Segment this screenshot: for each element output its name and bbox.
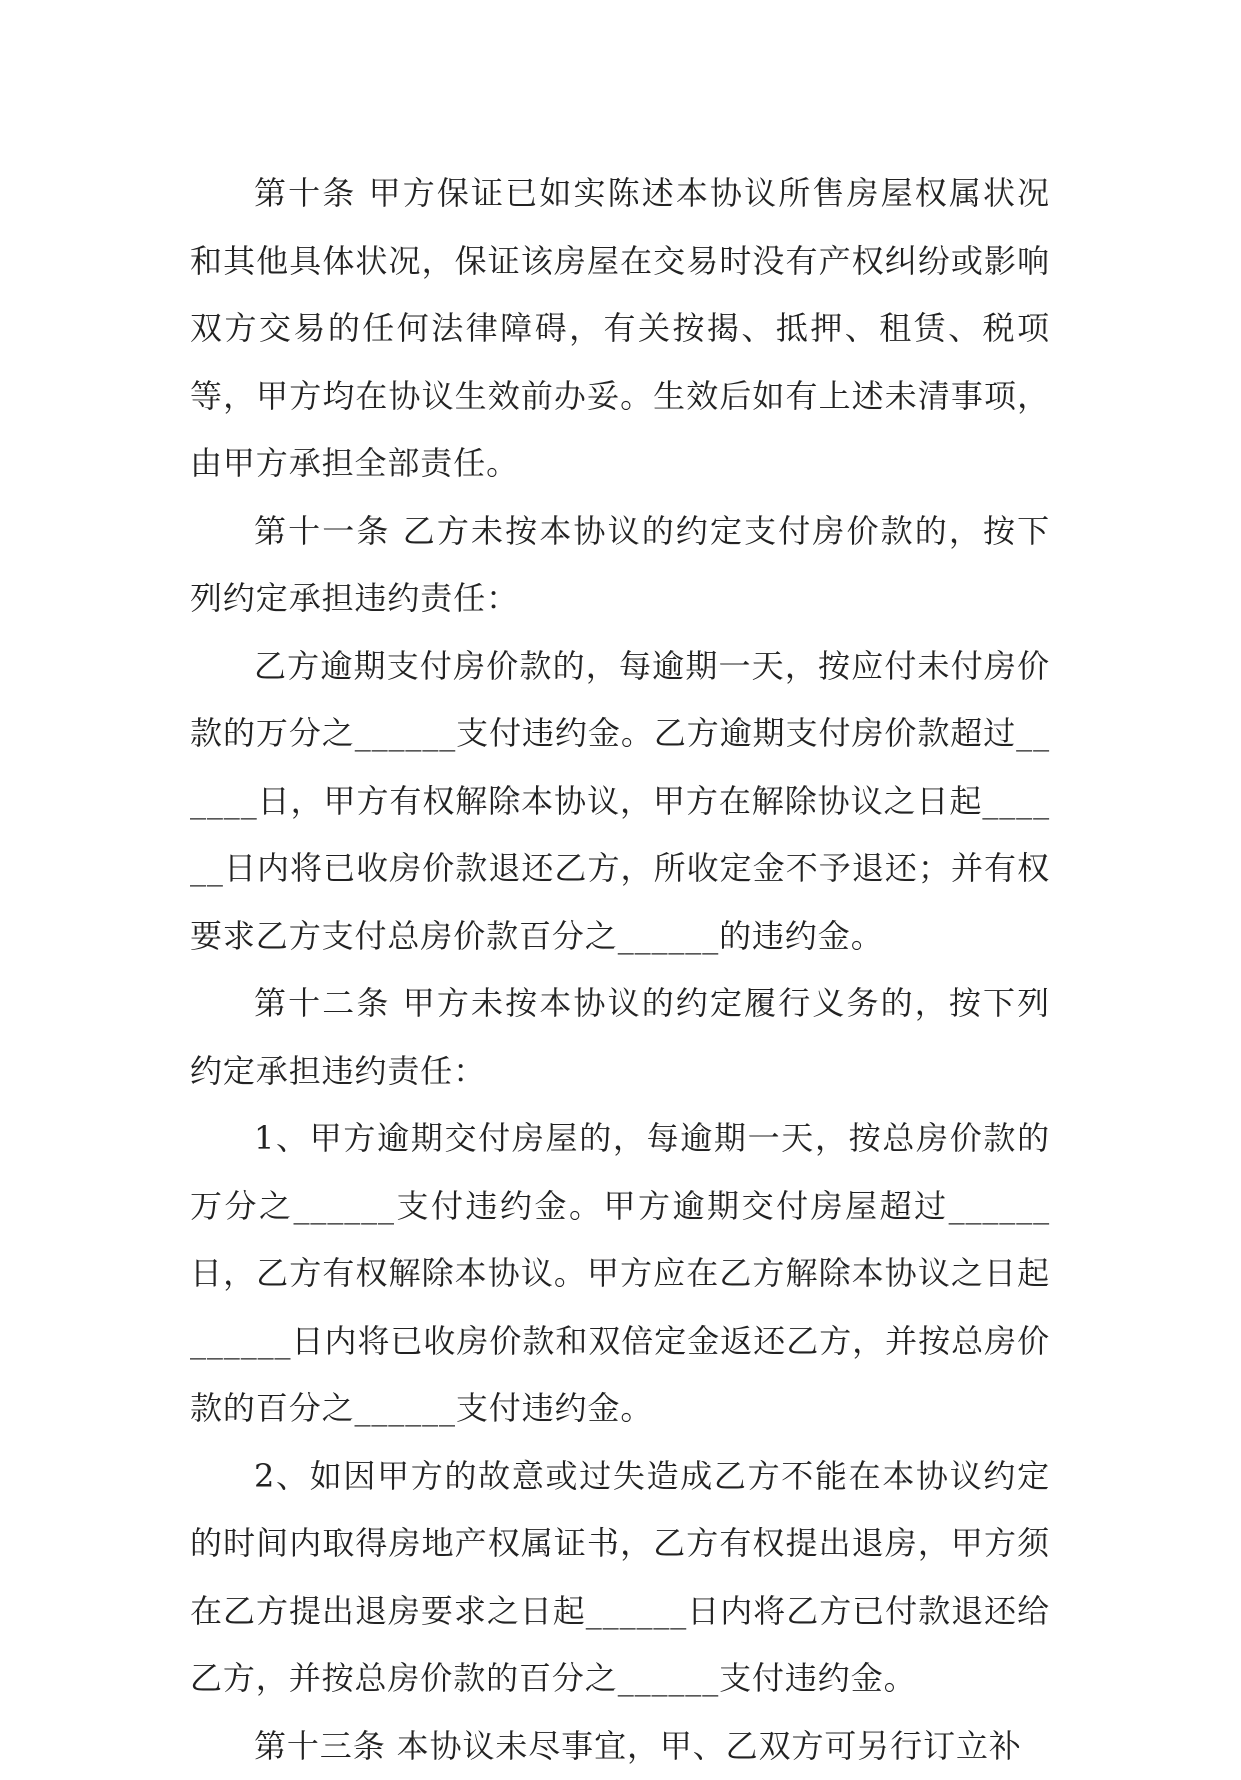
article-10-paragraph: 第十条 甲方保证已如实陈述本协议所售房屋权属状况和其他具体状况，保证该房屋在交易时没有产权纠纷或影响双方交易的任何法律障碍，有关按揭、抵押、租赁、税项等，甲方均在协议生效前办妥。生效后如有上述未清事项，由甲方承担全部责任。 [190,160,1050,498]
buyer-late-payment-paragraph: 乙方逾期支付房价款的，每逾期一天，按应付未付房价款的万分之______支付违约金。乙方逾期支付房价款超过______日，甲方有权解除本协议，甲方在解除协议之日起______日内将已收房价款退还乙方，所收定金不予退还；并有权要求乙方支付总房价款百分之______的违约金。 [190,633,1050,971]
article-13-paragraph: 第十三条 本协议未尽事宜，甲、乙双方可另行订立补 [190,1713,1050,1780]
article-12-paragraph: 第十二条 甲方未按本协议的约定履行义务的，按下列约定承担违约责任： [190,970,1050,1105]
seller-late-delivery-paragraph: 1、甲方逾期交付房屋的，每逾期一天，按总房价款的万分之______支付违约金。甲方逾期交付房屋超过______日，乙方有权解除本协议。甲方应在乙方解除本协议之日起______日内将已收房价款和双倍定金返还乙方，并按总房价款的百分之______支付违约金。 [190,1105,1050,1443]
document-body [190,160,1050,1780]
title-certificate-paragraph: 2、如因甲方的故意或过失造成乙方不能在本协议约定的时间内取得房地产权属证书，乙方有权提出退房，甲方须在乙方提出退房要求之日起______日内将乙方已付款退还给乙方，并按总房价款的百分之______支付违约金。 [190,1443,1050,1713]
article-11-paragraph: 第十一条 乙方未按本协议的约定支付房价款的，按下列约定承担违约责任： [190,498,1050,633]
